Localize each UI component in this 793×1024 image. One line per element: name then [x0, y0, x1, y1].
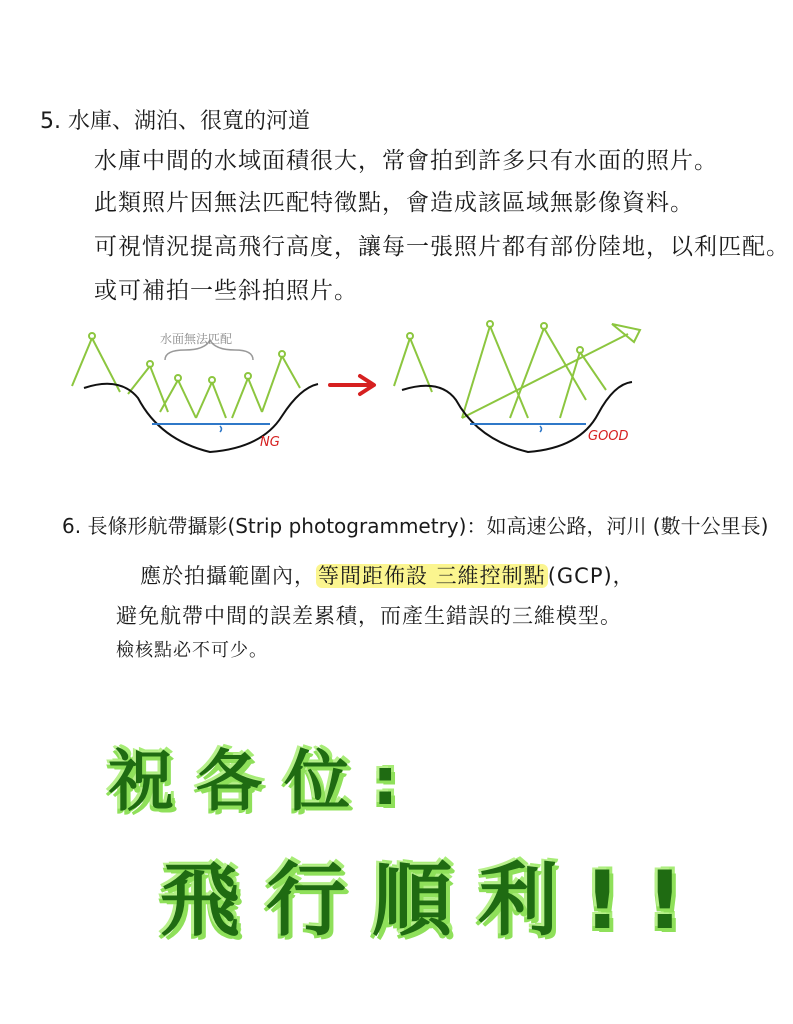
- transition-arrow: [330, 376, 374, 394]
- closing-wish: 飛行順利!!: [160, 854, 709, 947]
- section5-line-3: 可視情況提高飛行高度，讓每一張照片都有部份陸地，以利匹配。: [94, 234, 790, 260]
- closing-greeting: 祝各位:: [108, 743, 421, 820]
- reservoir-diagram: [0, 318, 793, 458]
- section6-line-1-pre: 應於拍攝範圍內，: [140, 564, 316, 588]
- section5-line-1: 水庫中間的水域面積很大，常會拍到許多只有水面的照片。: [94, 148, 718, 174]
- section5-heading: 5. 水庫、湖泊、很寬的河道: [40, 109, 310, 134]
- section6-line-1: [140, 560, 635, 590]
- section5-line-2: 此類照片因無法匹配特徵點，會造成該區域無影像資料。: [94, 190, 694, 216]
- section6-line-3: 檢核點必不可少。: [116, 640, 268, 661]
- good-label: GOOD: [588, 429, 629, 444]
- section6-line-1-post: (GCP)，: [547, 564, 635, 588]
- section5-line-4: 或可補拍一些斜拍照片。: [94, 278, 358, 304]
- section6-heading: 6. 長條形航帶攝影(Strip photogrammetry)：如高速公路，河川 (數十公里長): [62, 514, 769, 538]
- annotation-text: 水面無法匹配: [160, 332, 233, 346]
- ng-terrain: [84, 384, 318, 452]
- ng-label: NG: [260, 435, 280, 450]
- gcp-highlight: 等間距佈設 三維控制點: [318, 564, 546, 588]
- section6-line-2: 避免航帶中間的誤差累積，而產生錯誤的三維模型。: [116, 604, 622, 628]
